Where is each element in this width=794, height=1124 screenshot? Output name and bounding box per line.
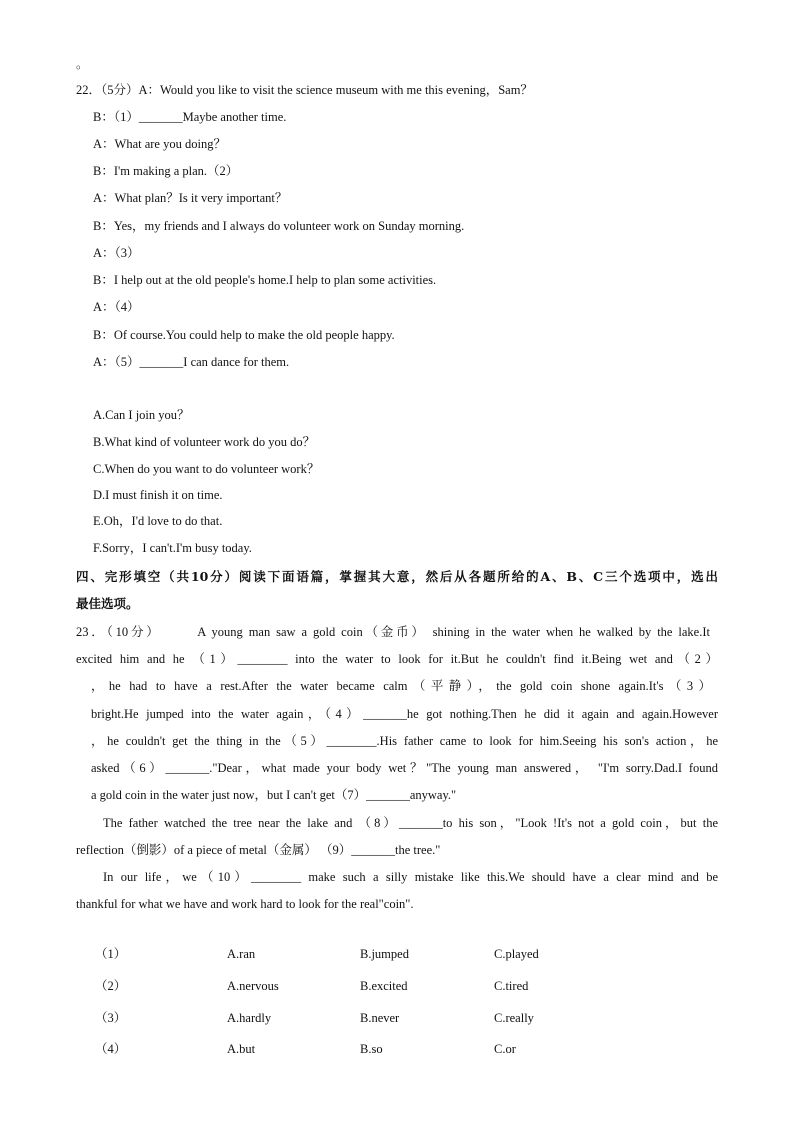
- choice-c: C.tired: [494, 979, 529, 993]
- choice-number: （1）: [95, 947, 127, 961]
- answer-option: F.Sorry，I can't.I'm busy today.: [93, 541, 252, 555]
- answer-option: E.Oh，I'd love to do that.: [93, 514, 223, 528]
- answer-option: D.I must finish it on time.: [93, 488, 223, 502]
- passage-line: asked（6）_______."Dear，what made your body wet？"The young man answered， "I'm sorry.Dad.I found: [91, 761, 718, 775]
- dialogue-line: B：Yes，my friends and I always do volunteer work on Sunday morning.: [93, 219, 465, 233]
- q22-header: 22．（5分）A：Would you like to visit the science museum with me this evening，Sam？: [76, 83, 533, 97]
- choice-number: （2）: [95, 979, 127, 993]
- answer-option: B.What kind of volunteer work do you do？: [93, 435, 316, 449]
- top-mark: 。: [76, 57, 89, 71]
- passage-line: excited him and he （1）________ into the water to look for it.But he couldn't find it.Being wet and（2）: [76, 652, 718, 666]
- section-heading: 四、完形填空（共10分）阅读下面语篇，掌握其大意，然后从各题所给的A、B、C三个选项中，选出: [76, 569, 718, 584]
- passage-line: reflection（倒影）of a piece of metal（金属） （9）_______the tree.": [76, 843, 441, 857]
- dialogue-line: A：（3）: [93, 246, 140, 260]
- passage-line: bright.He jumped into the water again，（4）_______he got nothing.Then he did it again and again.However: [91, 707, 718, 721]
- passage-line: The father watched the tree near the lake and （8）_______to his son，"Look !It's not a gold coin，but the: [103, 816, 718, 830]
- choice-a: A.but: [227, 1042, 256, 1056]
- choice-b: B.jumped: [360, 947, 409, 961]
- passage-line: 23．（10分） A young man saw a gold coin（金币） shining in the water when he walked by the lake.It: [76, 625, 710, 639]
- passage-line: a gold coin in the water just now，but I can't get（7）_______anyway.": [91, 788, 457, 802]
- choice-b: B.so: [360, 1042, 383, 1056]
- passage-line: In our life，we（10）________ make such a silly mistake like this.We should have a clear mind and be: [103, 870, 718, 884]
- choice-a: A.hardly: [227, 1011, 272, 1025]
- dialogue-line: B：I'm making a plan.（2）: [93, 164, 239, 178]
- dialogue-line: A：What are you doing？: [93, 137, 226, 151]
- choice-c: C.or: [494, 1042, 516, 1056]
- choice-a: A.ran: [227, 947, 256, 961]
- dialogue-line: A：（4）: [93, 300, 140, 314]
- choice-number: （4）: [95, 1042, 127, 1056]
- passage-line: thankful for what we have and work hard to look for the real"coin".: [76, 897, 414, 911]
- choice-b: B.never: [360, 1011, 400, 1025]
- section-heading-cont: 最佳选项。: [76, 596, 139, 611]
- passage-line: ，he had to have a rest.After the water became calm（平静），the gold coin shone again.It's（3）: [91, 679, 711, 693]
- choice-c: C.really: [494, 1011, 534, 1025]
- dialogue-line: A：（5）_______I can dance for them.: [93, 355, 290, 369]
- answer-option: A.Can I join you？: [93, 408, 190, 422]
- choice-number: （3）: [95, 1011, 127, 1025]
- choice-c: C.played: [494, 947, 539, 961]
- choice-a: A.nervous: [227, 979, 279, 993]
- dialogue-line: B：Of course.You could help to make the old people happy.: [93, 328, 395, 342]
- dialogue-line: A：What plan？Is it very important？: [93, 191, 288, 205]
- answer-option: C.When do you want to do volunteer work？: [93, 462, 320, 476]
- choice-b: B.excited: [360, 979, 408, 993]
- dialogue-line: B：I help out at the old people's home.I help to plan some activities.: [93, 273, 437, 287]
- dialogue-line: B：（1）_______Maybe another time.: [93, 110, 287, 124]
- passage-line: ，he couldn't get the thing in the（5）________.His father came to look for him.Seeing his son's action，he: [91, 734, 718, 748]
